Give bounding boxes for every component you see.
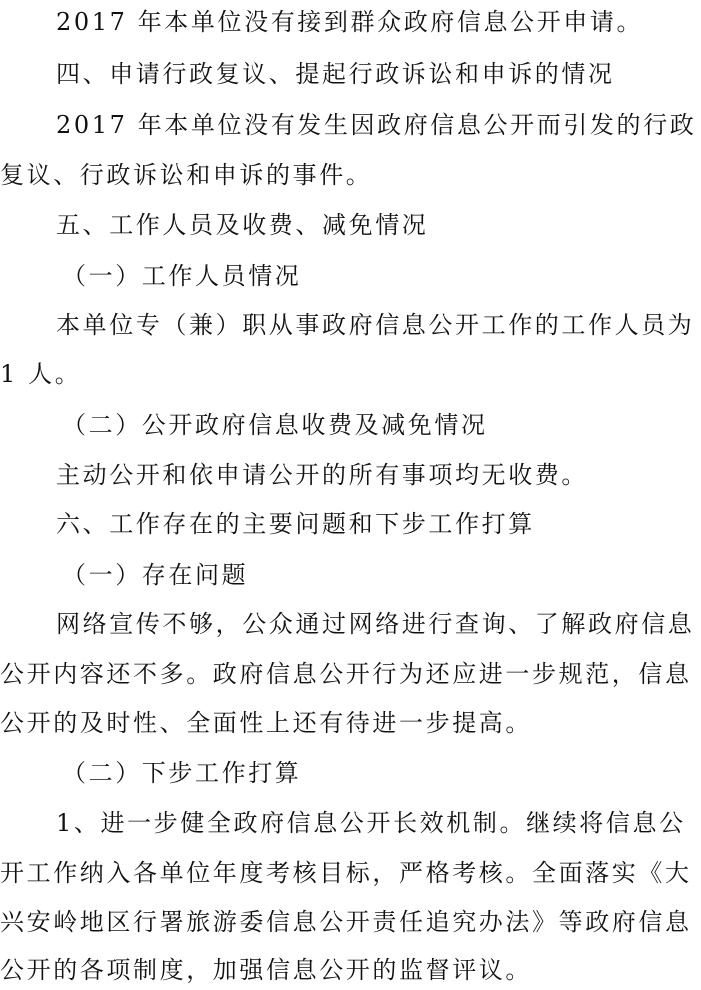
paragraph-line: 复议、行政诉讼和申诉的事件。: [0, 161, 373, 189]
section-heading: 六、工作存在的主要问题和下步工作打算: [56, 510, 535, 538]
section-heading: 四、申请行政复议、提起行政诉讼和申诉的情况: [56, 60, 615, 88]
subsection-heading: （二）公开政府信息收费及减免情况: [62, 411, 488, 439]
paragraph-line: 公开的各项制度，加强信息公开的监督评议。: [0, 956, 532, 984]
paragraph-line: 2017 年本单位没有接到群众政府信息公开申请。: [56, 8, 644, 36]
paragraph-line: 公开的及时性、全面性上还有待进一步提高。: [0, 709, 532, 737]
paragraph-line: 主动公开和依申请公开的所有事项均无收费。: [56, 461, 588, 489]
subsection-heading: （一）存在问题: [62, 561, 249, 589]
paragraph-line: 网络宣传不够，公众通过网络进行查询、了解政府信息: [56, 610, 695, 638]
subsection-heading: （二）下步工作打算: [62, 759, 302, 787]
section-heading: 五、工作人员及收费、减免情况: [56, 211, 429, 239]
paragraph-line: 1、进一步健全政府信息公开长效机制。继续将信息公: [56, 809, 686, 837]
paragraph-line: 兴安岭地区行署旅游委信息公开责任追究办法》等政府信息: [0, 908, 692, 936]
paragraph-line: 1 人。: [0, 360, 82, 388]
paragraph-line: 2017 年本单位没有发生因政府信息公开而引发的行政: [56, 111, 697, 139]
paragraph-line: 公开内容还不多。政府信息公开行为还应进一步规范，信息: [0, 660, 692, 688]
subsection-heading: （一）工作人员情况: [62, 262, 302, 290]
paragraph-line: 开工作纳入各单位年度考核目标，严格考核。全面落实《大: [0, 859, 692, 887]
paragraph-line: 本单位专（兼）职从事政府信息公开工作的工作人员为: [56, 311, 695, 339]
